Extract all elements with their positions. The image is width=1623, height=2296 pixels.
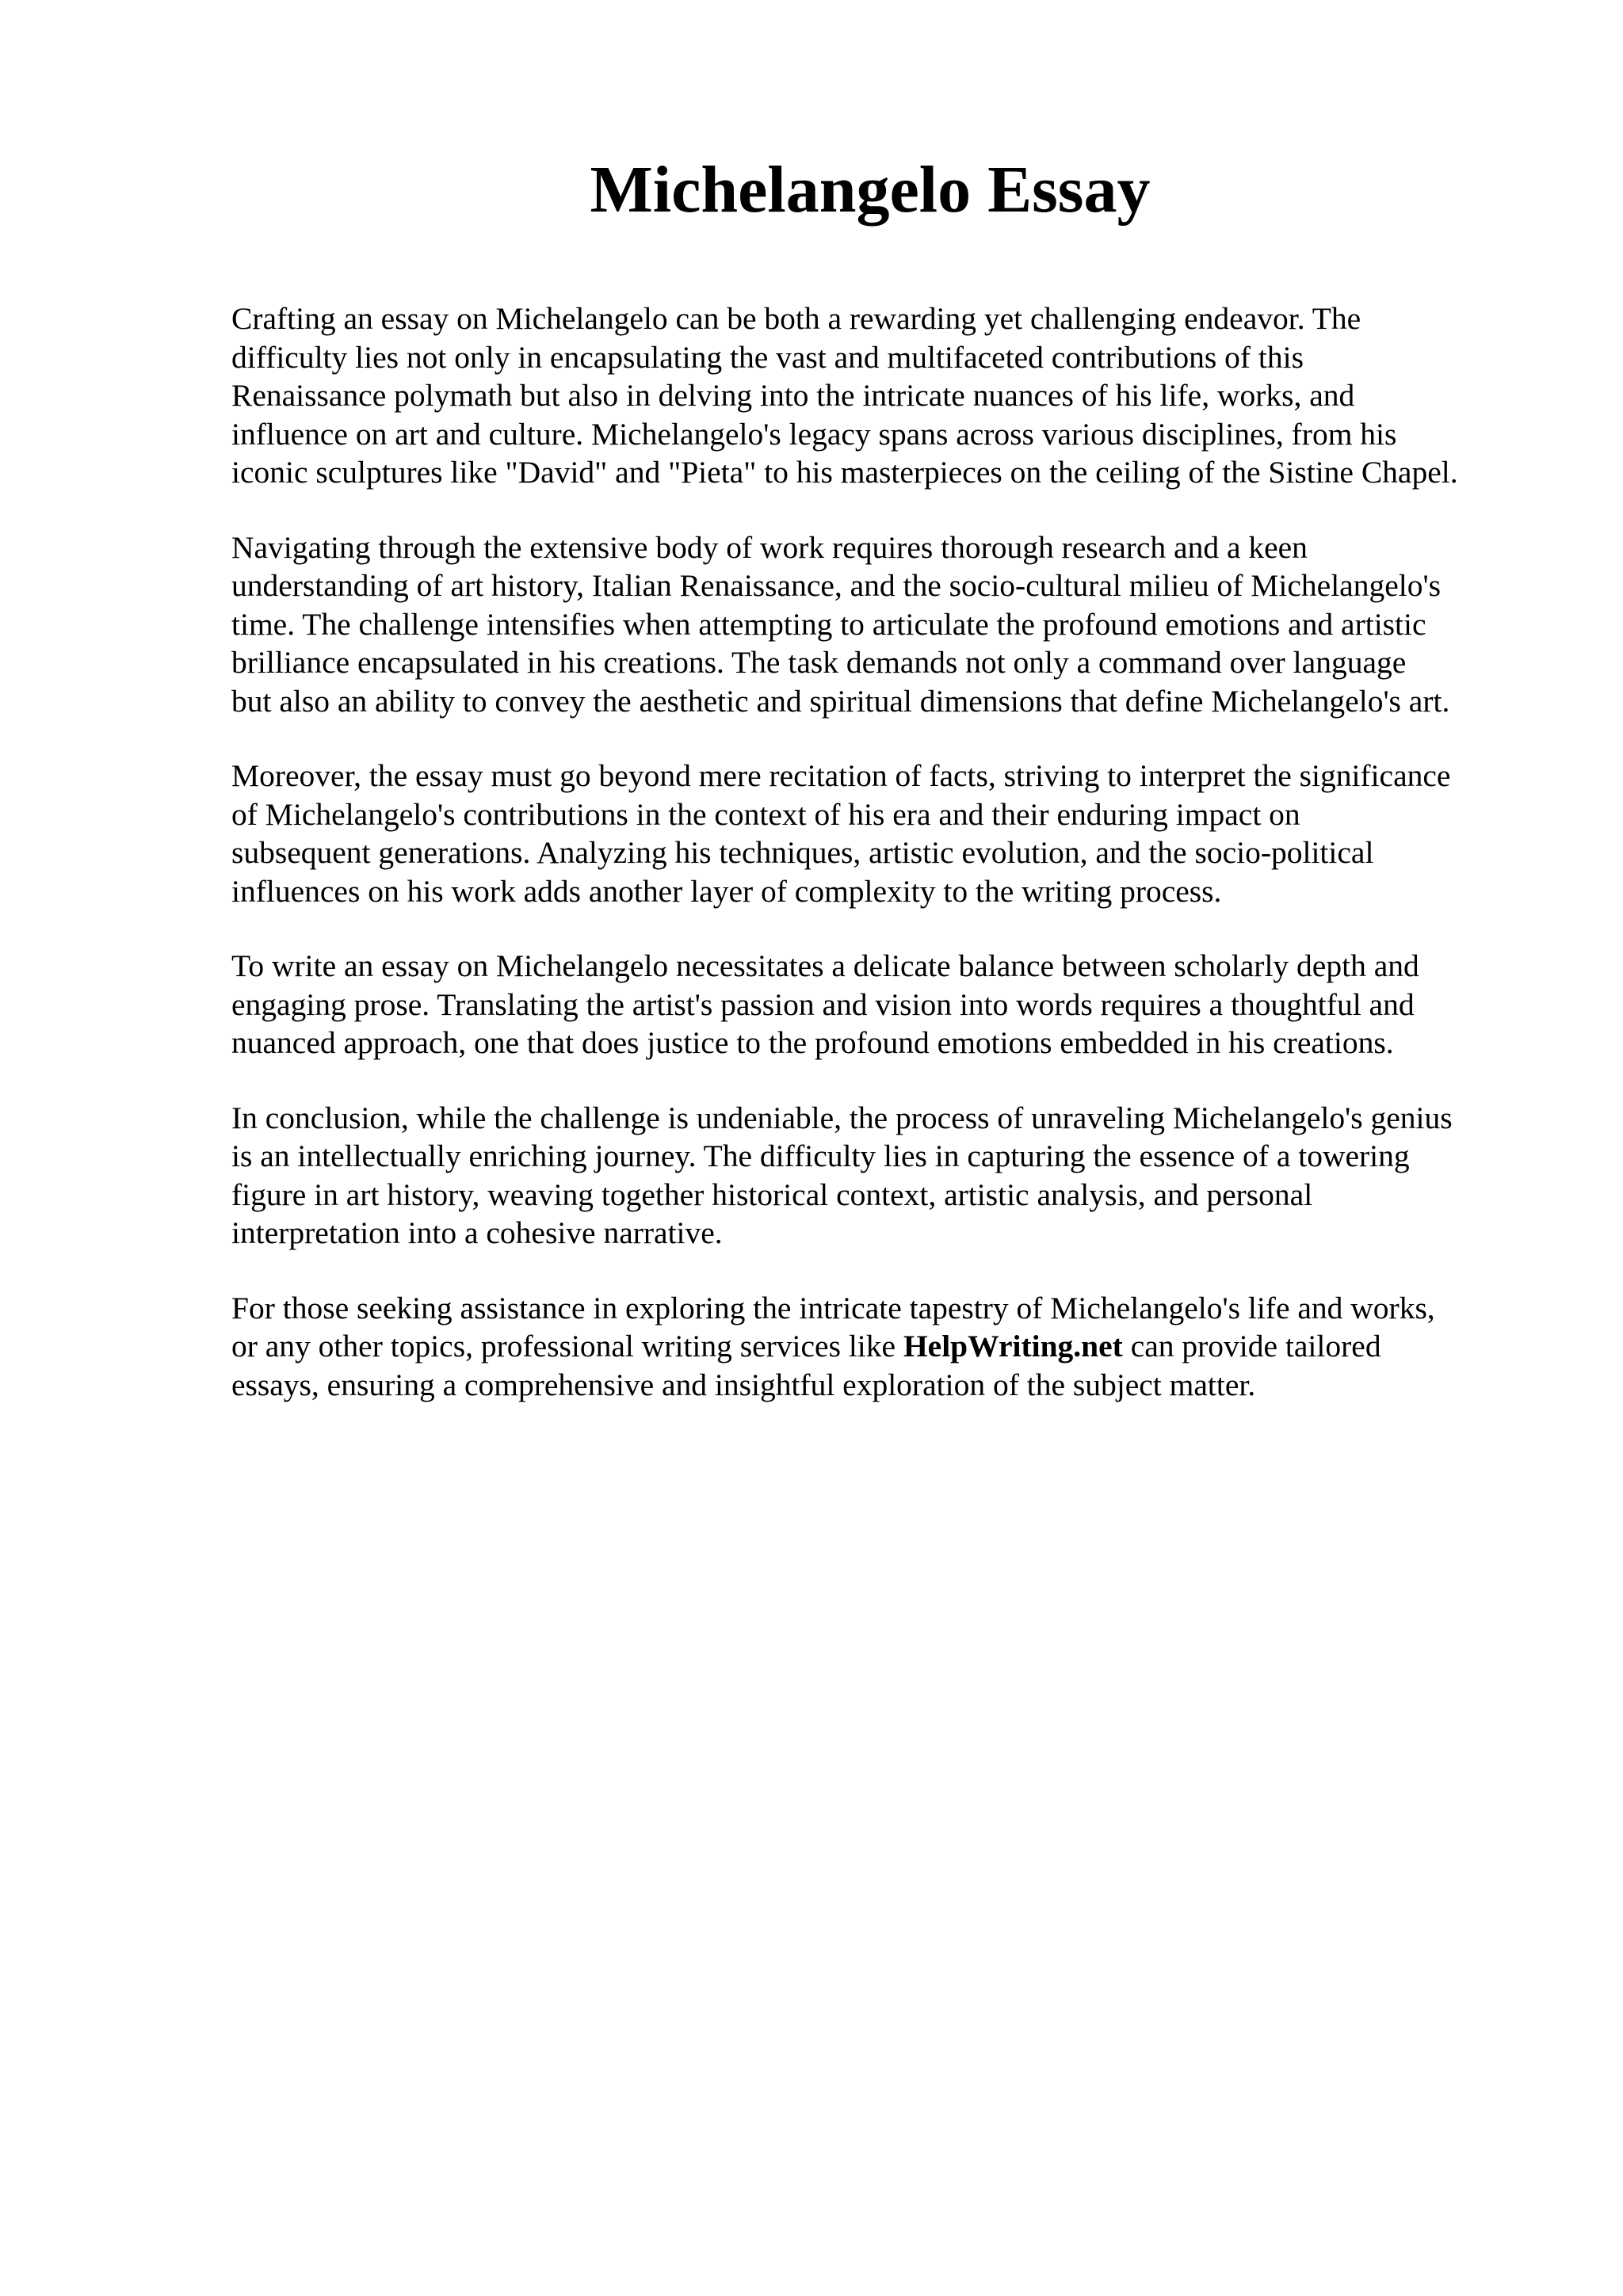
text-line: subsequent generations. Analyzing his techniques, artistic evolution, and the socio-political <box>231 835 1374 870</box>
paragraph-4 <box>231 947 1579 1062</box>
text-line: but also an ability to convey the aesthetic and spiritual dimensions that define Michelangelo's art. <box>231 683 1450 719</box>
paragraph-5 <box>231 1099 1579 1253</box>
text-line: For those seeking assistance in exploring the intricate tapestry of Michelangelo's life and works, <box>231 1290 1435 1325</box>
text-line: iconic sculptures like "David" and "Pieta" to his masterpieces on the ceiling of the Sistine Chapel. <box>231 455 1458 490</box>
paragraph-closing <box>231 1289 1579 1405</box>
text-fragment: can provide tailored <box>1122 1329 1381 1363</box>
text-line-with-brand <box>231 1327 1579 1366</box>
text-line: understanding of art history, Italian Renaissance, and the socio-cultural milieu of Michelangelo's <box>231 568 1441 603</box>
text-line: To write an essay on Michelangelo necessitates a delicate balance between scholarly depth and <box>231 948 1419 983</box>
paragraph-2 <box>231 528 1579 721</box>
text-line: Renaissance polymath but also in delving into the intricate nuances of his life, works, and <box>231 378 1355 413</box>
text-line: influence on art and culture. Michelangelo's legacy spans across various disciplines, from his <box>231 416 1397 452</box>
paragraph-3 <box>231 757 1579 910</box>
text-line: interpretation into a cohesive narrative. <box>231 1215 723 1250</box>
text-line: Moreover, the essay must go beyond mere recitation of facts, striving to interpret the significance <box>231 758 1451 793</box>
text-line: difficulty lies not only in encapsulating the vast and multifaceted contributions of this <box>231 339 1304 375</box>
text-line: Navigating through the extensive body of work requires thorough research and a keen <box>231 529 1308 565</box>
paragraph-1 <box>231 299 1579 492</box>
text-line: time. The challenge intensifies when attempting to articulate the profound emotions and artistic <box>231 606 1426 642</box>
text-line: Crafting an essay on Michelangelo can be both a rewarding yet challenging endeavor. The <box>231 301 1361 336</box>
text-line: nuanced approach, one that does justice to the profound emotions embedded in his creations. <box>231 1025 1394 1060</box>
text-line: essays, ensuring a comprehensive and insightful exploration of the subject matter. <box>231 1367 1256 1402</box>
essay-body <box>231 299 1579 1440</box>
text-line: engaging prose. Translating the artist's passion and vision into words requires a thoughtful and <box>231 986 1415 1022</box>
text-line: brilliance encapsulated in his creations. The task demands not only a command over language <box>231 645 1407 680</box>
text-line: influences on his work adds another layer of complexity to the writing process. <box>231 873 1222 909</box>
text-line: In conclusion, while the challenge is undeniable, the process of unraveling Michelangelo's genius <box>231 1100 1453 1135</box>
text-fragment: or any other topics, professional writing services like <box>231 1329 903 1363</box>
page-title: Michelangelo Essay <box>590 153 1151 227</box>
brand-name: HelpWriting.net <box>903 1329 1123 1363</box>
text-line: of Michelangelo's contributions in the context of his era and their enduring impact on <box>231 796 1300 832</box>
text-line: figure in art history, weaving together historical context, artistic analysis, and personal <box>231 1177 1313 1212</box>
text-line: is an intellectually enriching journey. The difficulty lies in capturing the essence of a towering <box>231 1138 1410 1173</box>
